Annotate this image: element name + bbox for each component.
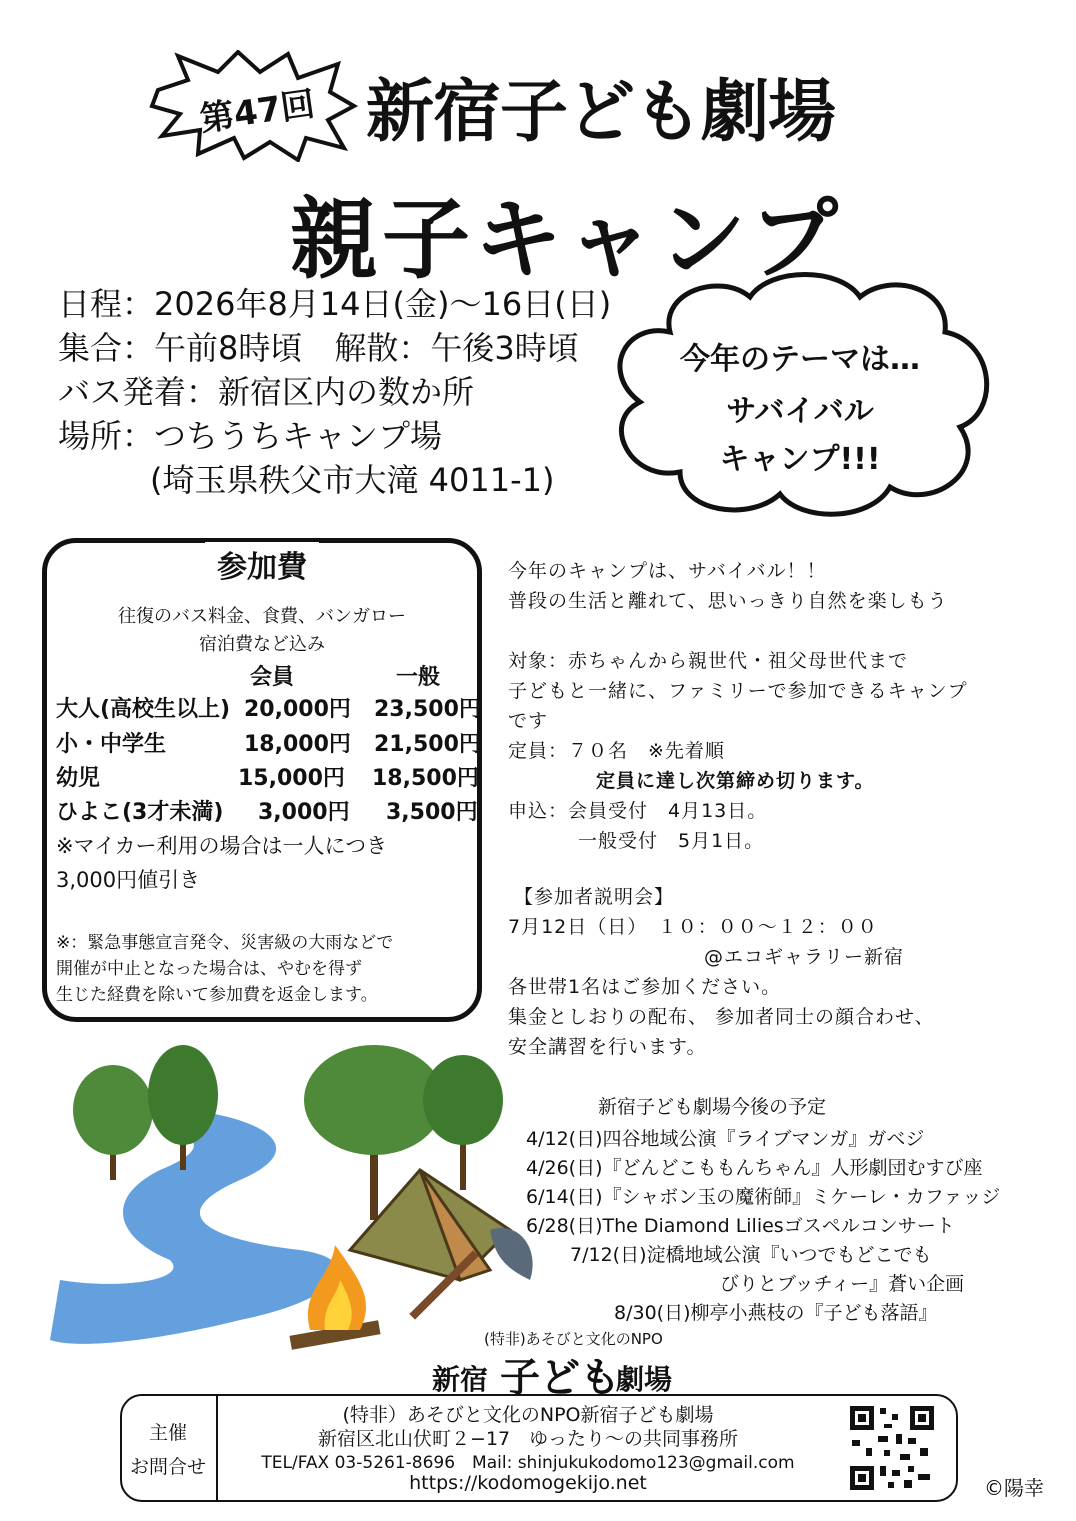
intro-2: 普段の生活と離れて、思いっきり自然を楽しもう	[508, 590, 948, 612]
briefing-place: @エコギャラリー新宿	[704, 946, 905, 968]
fee-row-member: 15,000円	[238, 766, 345, 791]
target-1: 対象：赤ちゃんから親世代・祖父母世代まで	[508, 650, 909, 672]
target-3: です	[508, 710, 549, 732]
schedule-line: 日程：2026年8月14日(金)～16日(日)	[58, 285, 612, 323]
briefing-note-2: 集金としおりの配布、 参加者同士の顔合わせ、	[508, 1006, 935, 1028]
schedule-item: びりとブッチィー』蒼い企画	[720, 1273, 965, 1295]
footer-org: (特非）あそびと文化のNPO新宿子ども劇場	[342, 1404, 714, 1426]
logo-arc-text: (特非)あそびと文化のNPO	[484, 1330, 663, 1348]
fee-row-label: 小・中学生	[56, 732, 167, 757]
fee-included-1: 往復のバス料金、食費、バンガロー	[118, 606, 406, 627]
footer-contact: TEL/FAX 03-5261-8696 Mail: shinjukukodomo123@gmail.com	[261, 1453, 795, 1473]
main-title: 新宿子ども劇場	[366, 73, 836, 152]
logo-center: 子ども	[500, 1355, 620, 1401]
footer-address: 新宿区北山伏町２−17 ゆったり〜の共同事務所	[318, 1428, 738, 1450]
capacity-note: 定員に達し次第締め切ります。	[596, 770, 875, 792]
fee-row-member: 3,000円	[258, 800, 350, 825]
target-2: 子どもと一緒に、ファミリーで参加できるキャンプ	[508, 680, 968, 702]
gathering-line: 集合：午前8時頃 解散：午後3時頃	[58, 329, 579, 367]
briefing-date: 7月12日（日） １０：００～１２：００	[508, 916, 878, 938]
briefing-note-3: 安全講習を行います。	[508, 1036, 707, 1058]
apply-general: 一般受付 5月1日。	[578, 830, 765, 852]
edition-label: 第47回	[197, 84, 318, 140]
tree-icon	[73, 1065, 153, 1180]
fee-row-general: 23,500円	[374, 697, 481, 722]
fee-row-general: 3,500円	[386, 800, 478, 825]
apply-member: 申込：会員受付 4月13日。	[508, 800, 768, 822]
fee-row-label: ひよこ(3才未満)	[56, 800, 224, 825]
address-line: (埼玉県秩父市大滝 4011‐1)	[150, 461, 555, 499]
footer-url[interactable]: https://kodomogekijo.net	[409, 1472, 647, 1494]
schedule-item: 7/12(日)淀橋地域公演『いつでもどこでも	[570, 1244, 932, 1266]
refund-note-2: 開催が中止となった場合は、やむを得ず	[56, 959, 362, 979]
fee-heading: 参加費	[205, 542, 319, 586]
capacity: 定員：７０名 ※先着順	[508, 740, 725, 762]
car-note-2: 3,000円値引き	[56, 868, 201, 892]
car-note-1: ※マイカー利用の場合は一人につき	[56, 834, 388, 858]
refund-note-3: 生じた経費を除いて参加費を返金します。	[56, 985, 378, 1005]
schedule-item: 4/12(日)四谷地域公演『ライブマンガ』ガベジ	[526, 1128, 925, 1150]
briefing-note-1: 各世帯1名はご参加ください。	[508, 976, 782, 998]
qr-code-icon[interactable]	[848, 1404, 936, 1492]
fee-row-general: 21,500円	[374, 732, 481, 757]
footer-label-contact: お問合せ	[129, 1456, 206, 1478]
logo-left: 新宿	[432, 1363, 489, 1396]
col-general: 一般	[396, 665, 441, 690]
footer-label-host: 主催	[148, 1422, 187, 1444]
sub-title: 親子キャンプ	[290, 188, 843, 291]
schedule-item: 4/26(日)『どんどこももんちゃん』人形劇団むすび座	[526, 1157, 983, 1179]
schedule-item: 8/30(日)柳亭小燕枝の『子ども落語』	[614, 1302, 938, 1324]
bus-line: バス発着：新宿区内の数か所	[58, 373, 475, 411]
fee-row-member: 20,000円	[244, 697, 351, 722]
fee-included-2: 宿泊費など込み	[199, 634, 325, 655]
theme-line-1: 今年のテーマは…	[680, 342, 920, 377]
fee-row-member: 18,000円	[244, 732, 351, 757]
schedule-item: 6/14(日)『シャボン玉の魔術師』ミケーレ・カファッジ	[526, 1186, 1001, 1208]
tree-icon	[423, 1055, 503, 1190]
credit: ©陽幸	[984, 1476, 1044, 1500]
refund-note-1: ※：緊急事態宣言発令、災害級の大雨などで	[56, 933, 394, 953]
intro-1: 今年のキャンプは、サバイバル！！	[508, 560, 827, 582]
fee-row-label: 大人(高校生以上)	[56, 697, 231, 722]
briefing-heading: 【参加者説明会】	[514, 886, 675, 908]
logo-right: 劇場	[616, 1363, 673, 1396]
schedule-item: 6/28(日)The Diamond Liliesゴスペルコンサート	[526, 1215, 955, 1237]
col-member: 会員	[250, 665, 295, 690]
theme-line-2: サバイバル	[726, 394, 874, 429]
theme-line-3: キャンプ!!!	[719, 442, 881, 477]
fee-row-general: 18,500円	[372, 766, 479, 791]
place-line: 場所：つちうちキャンプ場	[58, 417, 443, 455]
fee-row-label: 幼児	[56, 766, 101, 791]
schedule-heading: 新宿子ども劇場今後の予定	[598, 1096, 827, 1118]
